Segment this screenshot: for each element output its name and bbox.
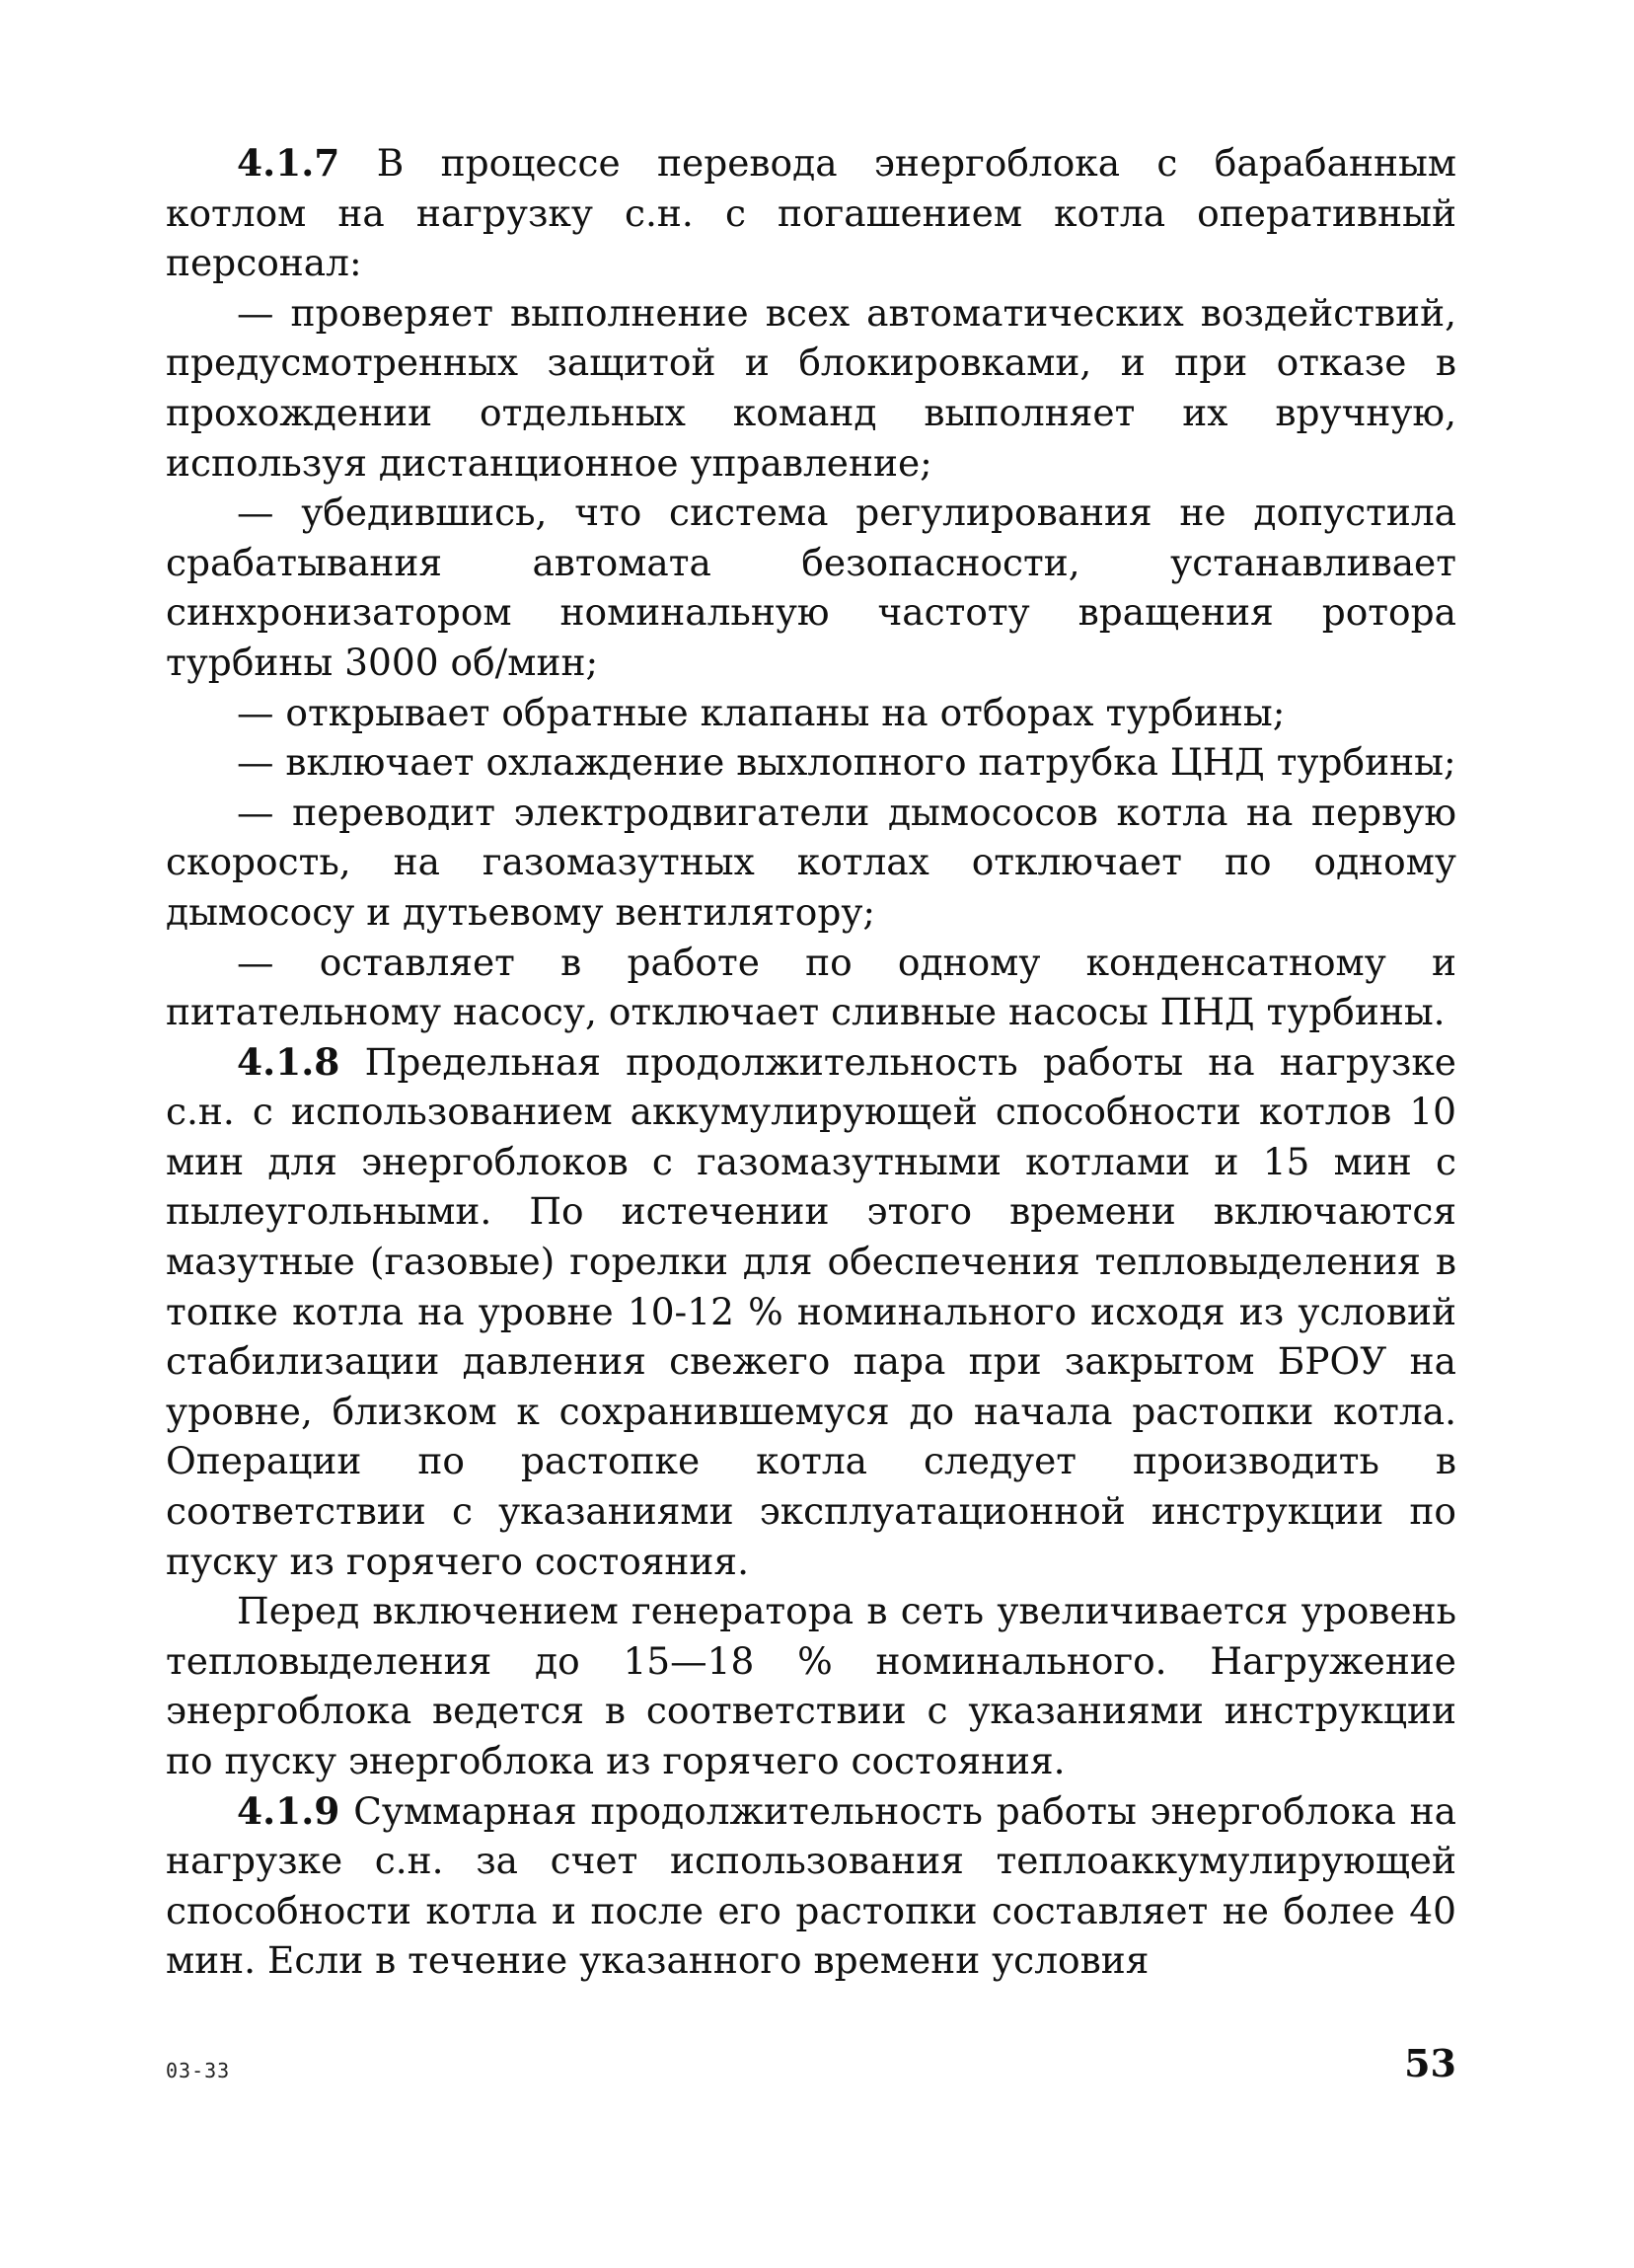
list-item [166,688,1456,738]
paragraph-continuation [166,1586,1456,1785]
list-item-text: — открывает обратные клапаны на отборах турбины; [237,690,1286,734]
list-item-text: — переводит электродвигатели дымососов котла на первую скорость, на газомазутных котлах отключает по одному дымососу и дутьевому вентилятору; [166,790,1456,934]
list-item-text: — проверяет выполнение всех автоматических воздействий, предусмотренных защитой и блокировками, и при отказе в прохождении отдельных команд выполняет их вручную, используя дистанционное управление; [166,290,1456,485]
paragraph-4-1-8 [166,1037,1456,1587]
section-number: 4.1.9 [237,1788,340,1833]
section-number: 4.1.8 [237,1039,340,1084]
paragraph-text: Перед включением генератора в сеть увеличивается уровень тепловыделения до 15—18 % номинального. Нагружение энергоблока ведется в соответствии с указаниями инструкции по пуску энергоблока из горячего состояния. [166,1589,1456,1782]
list-item [166,737,1456,788]
paragraph-text: Предельная продолжительность работы на нагрузке с.н. с использованием аккумулирующей способности котлов 10 мин для энергоблоков с газомазутными котлами и 15 мин с пылеугольными. По истечении этого времени включаются мазутные (газовые) горелки для обеспечения тепловыделения в топке котла на уровне 10-12 % номинального исходя из условий стабилизации давления свежего пара при закрытом БРОУ на уровне, близком к сохранившемуся до начала растопки котла. Операции по растопке котла следует производить в соответствии с указаниями эксплуатационной инструкции по пуску из горячего состояния. [166,1039,1456,1583]
footer-print-code: 03-33 [166,2059,231,2082]
list-item [166,788,1456,938]
page-body [166,138,1456,1986]
list-item-text: — включает охлаждение выхлопного патрубка ЦНД турбины; [237,740,1456,785]
page-number: 53 [1404,2041,1456,2085]
list-item-text: — убедившись, что система регулирования не допустила срабатывания автомата безопасности, устанавливает синхронизатором номинальную частоту вращения ротора турбины 3000 об/мин; [166,491,1456,684]
list-item [166,488,1456,687]
list-item-text: — оставляет в работе по одному конденсатному и питательному насосу, отключает сливные насосы ПНД турбины. [166,940,1456,1034]
list-item [166,938,1456,1037]
list-item [166,288,1456,488]
paragraph-4-1-9 [166,1786,1456,1986]
paragraph-text: Суммарная продолжительность работы энергоблока на нагрузке с.н. за счет использования теплоаккумулирующей способности котла и после его растопки составляет не более 40 мин. Если в течение указанного времени условия [166,1788,1456,1983]
paragraph-4-1-7 [166,138,1456,288]
section-number: 4.1.7 [237,141,340,185]
paragraph-text: В процессе перевода энергоблока с барабанным котлом на нагрузку с.н. с погашением котла оперативный персонал: [166,141,1456,285]
